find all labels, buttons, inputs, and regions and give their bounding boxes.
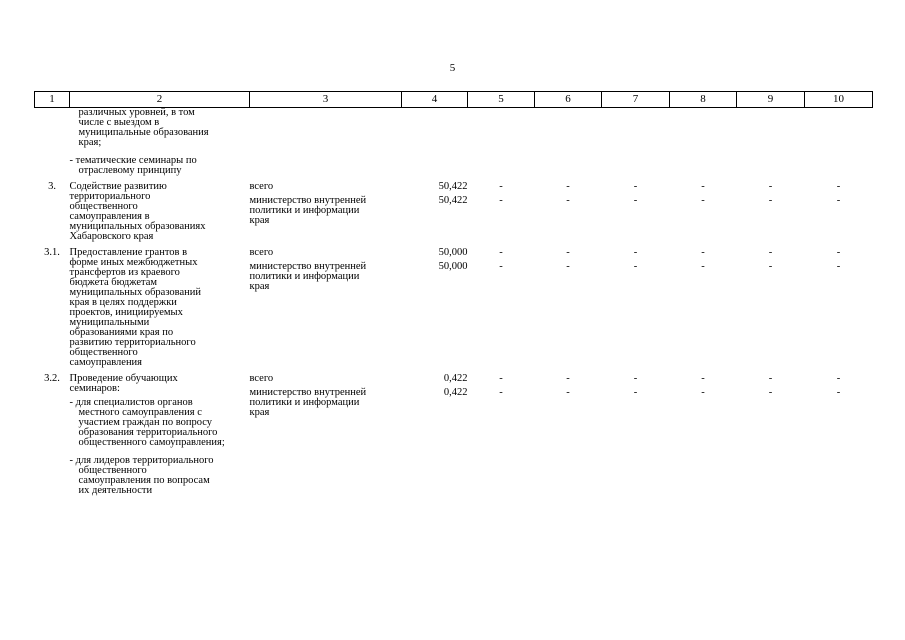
value-ministry: 50,422	[438, 195, 468, 206]
value-total: 50,000	[438, 247, 468, 258]
header-col-6: 6	[535, 92, 602, 108]
header-col-5: 5	[468, 92, 535, 108]
name-line: муниципальных образованиях	[69, 221, 206, 232]
empty-cell: -	[701, 373, 705, 384]
empty-cell: -	[566, 373, 570, 384]
empty-cell: -	[566, 387, 570, 398]
table-header	[35, 92, 873, 108]
row-executor	[250, 182, 402, 242]
name-line: различных уровней, в том	[78, 107, 195, 118]
name-line: самоуправления	[69, 357, 143, 368]
name-line: самоуправления в	[69, 211, 150, 222]
empty-cell: -	[633, 373, 638, 384]
name-line: - тематические семинары по	[69, 155, 197, 166]
name-line: развитию территориального	[69, 337, 196, 348]
executor-total-label: всего	[249, 181, 274, 192]
value-ministry: 50,000	[438, 261, 468, 272]
executor-line: политики и информации	[249, 397, 360, 408]
empty-cell: -	[633, 247, 638, 258]
empty-cell: -	[768, 261, 773, 272]
empty-cell: -	[566, 261, 570, 272]
name-line: - для специалистов органов	[69, 397, 193, 408]
row-number: 3.2.	[44, 373, 60, 384]
name-line: общественного самоуправления;	[78, 437, 225, 448]
value-total: 0,422	[443, 373, 468, 384]
executor-line: министерство внутренней	[249, 261, 367, 272]
empty-cell: -	[499, 195, 503, 206]
executor-total-label: всего	[249, 373, 274, 384]
name-line: семинаров:	[69, 383, 120, 394]
empty-cell: -	[701, 181, 705, 192]
header-col-8: 8	[670, 92, 737, 108]
name-line: отраслевому принципу	[78, 165, 182, 176]
empty-cell: -	[836, 373, 841, 384]
empty-cell: -	[633, 181, 638, 192]
empty-cell: -	[499, 247, 503, 258]
executor-line: министерство внутренней	[249, 387, 367, 398]
header-col-7: 7	[602, 92, 670, 108]
empty-cell: -	[836, 181, 841, 192]
name-line: Содействие развитию	[69, 181, 167, 192]
name-line: Хабаровского края	[69, 231, 154, 242]
row-value	[402, 182, 468, 242]
name-line: Предоставление грантов в	[69, 247, 188, 258]
header-col-9: 9	[737, 92, 805, 108]
name-line: трансфертов из краевого	[69, 267, 180, 278]
empty-cell: -	[836, 387, 841, 398]
table-row	[35, 248, 873, 368]
row-value	[402, 374, 468, 496]
name-line: их деятельности	[78, 485, 153, 496]
table-row-continuation	[35, 108, 873, 177]
name-line: самоуправления по вопросам	[78, 475, 210, 486]
name-line: края;	[78, 137, 102, 148]
row-name	[70, 108, 250, 177]
row-name	[70, 248, 250, 368]
value-ministry: 0,422	[443, 387, 468, 398]
header-col-1: 1	[35, 92, 70, 108]
name-line: общественного	[78, 465, 147, 476]
empty-cell: -	[768, 387, 773, 398]
name-line: общественного	[69, 347, 138, 358]
name-line: муниципальных образований	[69, 287, 201, 298]
empty-cell: -	[499, 387, 503, 398]
header-col-2: 2	[70, 92, 250, 108]
executor-total-label: всего	[249, 247, 274, 258]
name-line: участием граждан по вопросу	[78, 417, 212, 428]
name-line: территориального	[69, 191, 151, 202]
empty-cell: -	[836, 247, 841, 258]
row-number: 3.1.	[44, 247, 60, 258]
row-executor	[250, 248, 402, 368]
empty-cell: -	[836, 261, 841, 272]
empty-cell: -	[566, 195, 570, 206]
empty-cell: -	[499, 261, 503, 272]
name-line: муниципальные образования	[78, 127, 209, 138]
table-row	[35, 182, 873, 242]
empty-cell: -	[633, 261, 638, 272]
empty-cell: -	[499, 373, 503, 384]
executor-line: края	[249, 407, 270, 418]
empty-cell: -	[633, 195, 638, 206]
name-line: проектов, инициируемых	[69, 307, 183, 318]
name-line: числе с выездом в	[78, 117, 160, 128]
header-col-4: 4	[402, 92, 468, 108]
table-row	[35, 374, 873, 496]
row-name	[70, 374, 250, 496]
empty-cell: -	[633, 387, 638, 398]
empty-cell: -	[836, 195, 841, 206]
name-line: муниципальными	[69, 317, 150, 328]
name-line: местного самоуправления с	[78, 407, 202, 418]
empty-cell: -	[768, 181, 773, 192]
executor-line: края	[249, 215, 270, 226]
empty-cell: -	[768, 195, 773, 206]
budget-table	[34, 91, 873, 496]
name-line: Проведение обучающих	[69, 373, 178, 384]
empty-cell: -	[768, 247, 773, 258]
page-number: 5	[449, 62, 456, 74]
value-total: 50,422	[438, 181, 468, 192]
header-col-10: 10	[805, 92, 873, 108]
executor-line: политики и информации	[249, 271, 360, 282]
empty-cell: -	[566, 181, 570, 192]
name-line: - для лидеров территориального	[69, 455, 214, 466]
empty-cell: -	[701, 195, 705, 206]
executor-line: министерство внутренней	[249, 195, 367, 206]
row-executor	[250, 374, 402, 496]
name-line: бюджета бюджетам	[69, 277, 158, 288]
empty-cell: -	[768, 373, 773, 384]
empty-cell: -	[499, 181, 503, 192]
row-value	[402, 248, 468, 368]
empty-cell: -	[566, 247, 570, 258]
executor-line: политики и информации	[249, 205, 360, 216]
name-line: образования территориального	[78, 427, 218, 438]
name-line: общественного	[69, 201, 138, 212]
row-name	[70, 182, 250, 242]
empty-cell: -	[701, 247, 705, 258]
header-col-3: 3	[250, 92, 402, 108]
name-line: форме иных межбюджетных	[69, 257, 198, 268]
executor-line: края	[249, 281, 270, 292]
row-number: 3.	[48, 181, 56, 192]
name-line: края в целях поддержки	[69, 297, 177, 308]
empty-cell: -	[701, 387, 705, 398]
empty-cell: -	[701, 261, 705, 272]
name-line: образованиями края по	[69, 327, 174, 338]
